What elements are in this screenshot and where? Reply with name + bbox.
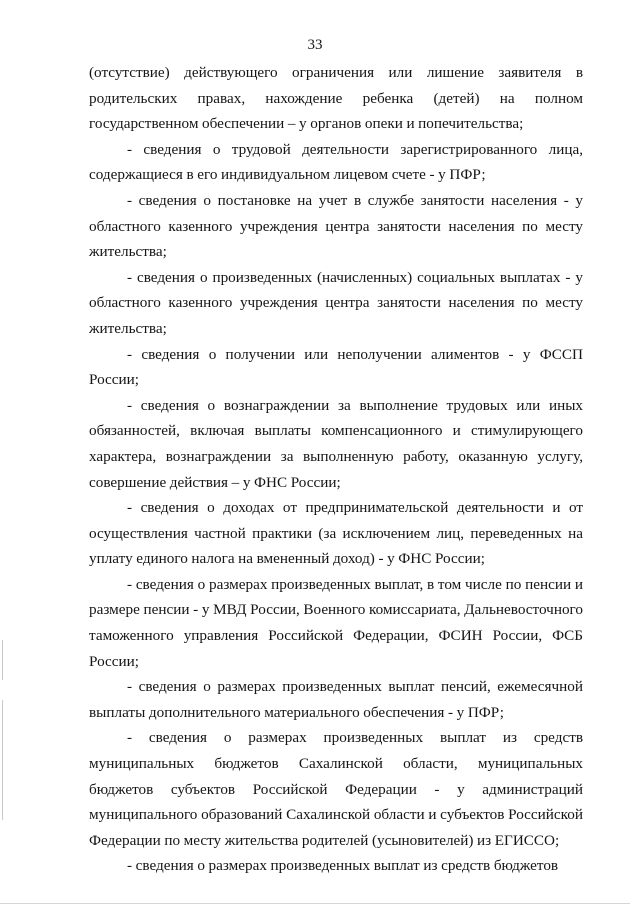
body-text <box>89 60 583 879</box>
paragraph-7: - сведения о доходах от предпринимательской деятельности и от осуществления частной практики (за исключением лиц, переведенных на уплату единого налога на вмененный доход) - у ФНС России; <box>89 499 583 568</box>
paragraph-6: - сведения о вознаграждении за выполнение трудовых или иных обязанностей, включая выплаты компенсационного и стимулирующего характера, вознаграждении за выполненную работу, оказанную услугу, совершение действия – у ФНС России; <box>89 396 583 491</box>
paragraph-4: - сведения о произведенных (начисленных) социальных выплатах - у областного казенного учреждения центра занятости населения по месту жительства; <box>89 268 583 337</box>
paragraph-10: - сведения о размерах произведенных выплат из средств муниципальных бюджетов Сахалинской области, муниципальных бюджетов субъектов Российской Федерации - у администраций муниципального образований Сахалинской области и субъектов Российской Федерации по месту жительства родителей (усыновителей) из ЕГИССО; <box>89 729 583 849</box>
paragraph-5: - сведения о получении или неполучении алиментов - у ФССП России; <box>89 345 583 389</box>
paragraph-9: - сведения о размерах произведенных выплат пенсий, ежемесячной выплаты дополнительного материального обеспечения - у ПФР; <box>89 678 583 721</box>
paragraph-3: - сведения о постановке на учет в службе занятости населения - у областного казенного учреждения центра занятости населения по месту жительства; <box>89 191 583 261</box>
paragraph-1: (отсутствие) действующего ограничения или лишение заявителя в родительских правах, нахождение ребенка (детей) на полном государственном обеспечении – у органов опеки и попечительства; <box>89 64 583 133</box>
page-number: 33 <box>307 37 323 53</box>
scan-artifact-mark <box>2 640 3 680</box>
paragraph-8: - сведения о размерах произведенных выплат, в том числе по пенсии и размере пенсии - у МВД России, Военного комиссариата, Дальневосточного таможенного управления Российской Федерации, ФСИН России, ФСБ России; <box>89 575 583 670</box>
paragraph-2: - сведения о трудовой деятельности зарегистрированного лица, содержащиеся в его индивидуальном лицевом счете - у ПФР; <box>89 140 583 184</box>
scan-artifact-mark <box>2 700 3 820</box>
scan-edge-line <box>0 903 630 904</box>
paragraph-11: - сведения о размерах произведенных выплат из средств бюджетов <box>127 857 559 875</box>
